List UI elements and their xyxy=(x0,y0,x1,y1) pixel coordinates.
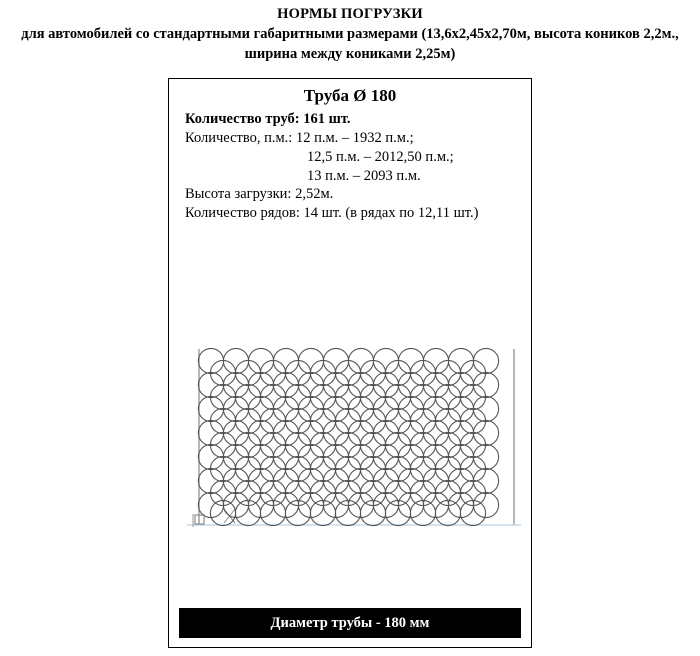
page-subtitle: для автомобилей со стандартными габаритными размерами (13,6х2,45х2,70м, высота коников 2,2м., ширина между кониками 2,25м) xyxy=(21,26,679,62)
page-title: НОРМЫ ПОГРУЗКИ xyxy=(277,6,423,22)
footer-bar xyxy=(179,608,521,638)
spec-row: Количество рядов: 14 шт. (в рядах по 12,11 шт.) xyxy=(185,205,479,222)
spec-card xyxy=(168,78,532,648)
spec-list xyxy=(169,110,531,223)
pipe-stack-diagram xyxy=(169,237,531,592)
page-header xyxy=(0,0,700,64)
pipe-stack-svg xyxy=(169,237,531,592)
spec-row: Количество, п.м.: 12 п.м. – 1932 п.м.; xyxy=(185,129,414,146)
footer-label: Диаметр трубы - 180 мм xyxy=(270,614,430,631)
spec-row: 13 п.м. – 2093 п.м. xyxy=(307,167,421,184)
spec-row: 12,5 п.м. – 2012,50 п.м.; xyxy=(307,148,454,165)
spec-row: Количество труб: 161 шт. xyxy=(185,111,351,127)
pipe-circles xyxy=(198,348,498,525)
card-title: Труба Ø 180 xyxy=(303,86,397,105)
spec-row: Высота загрузки: 2,52м. xyxy=(185,186,334,203)
